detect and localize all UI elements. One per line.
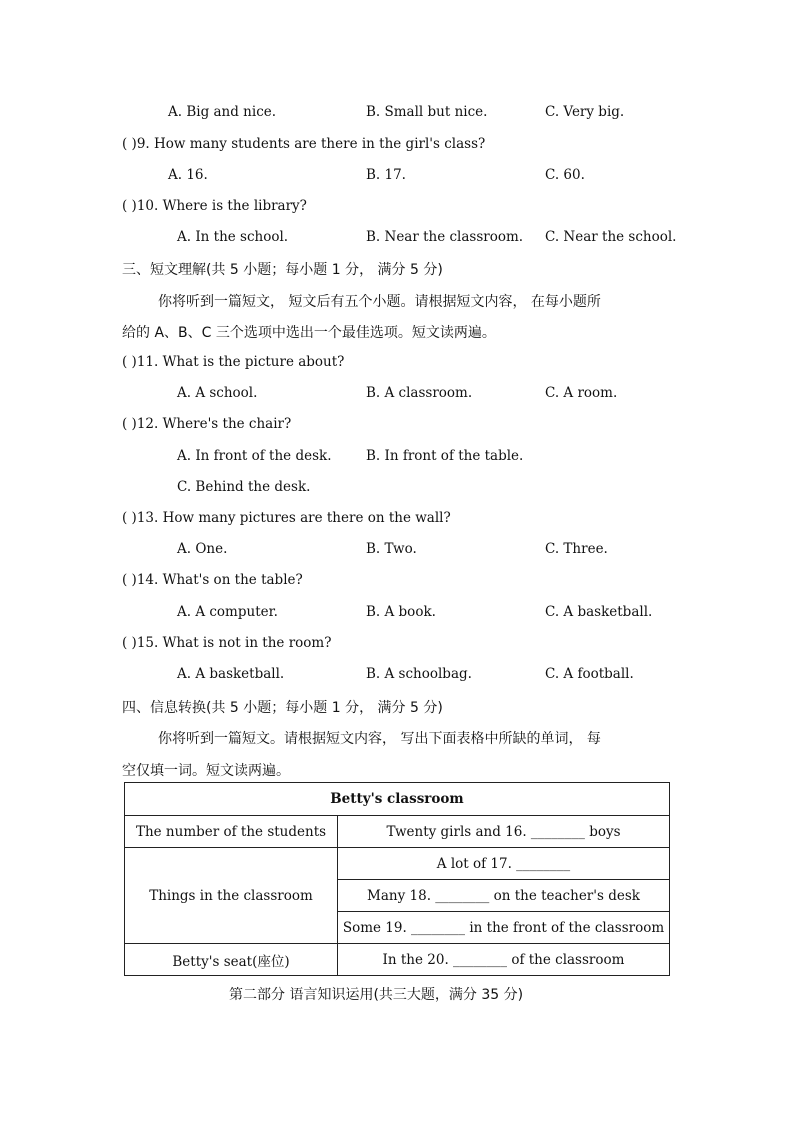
- section3-instruction-1: 你将听到一篇短文， 短文后有五个小题。请根据短文内容， 在每小题所: [158, 294, 601, 310]
- q11-option-b: B. A classroom.: [366, 385, 473, 401]
- table-cell-20: In the 20. ________ of the classroom: [338, 944, 670, 976]
- section4-title: 四、信息转换(共 5 小题；每小题 1 分， 满分 5 分): [122, 700, 443, 716]
- q9-option-b: B. 17.: [366, 167, 406, 183]
- q12-option-b: B. In front of the table.: [366, 448, 524, 464]
- q8-option-a: A. Big and nice.: [168, 104, 277, 120]
- q9-option-c: C. 60.: [545, 167, 585, 183]
- table-title: Betty's classroom: [125, 783, 670, 816]
- q13-option-b: B. Two.: [366, 541, 417, 557]
- section3-instruction-2: 给的 A、B、C 三个选项中选出一个最佳选项。短文读两遍。: [122, 325, 496, 341]
- table-cell-18: Many 18. ________ on the teacher's desk: [338, 880, 670, 912]
- q14-stem: ( )14. What's on the table?: [122, 572, 303, 588]
- q15-option-c: C. A football.: [545, 666, 634, 682]
- q8-option-c: C. Very big.: [545, 104, 625, 120]
- section3-title: 三、短文理解(共 5 小题；每小题 1 分， 满分 5 分): [122, 262, 443, 278]
- table-cell-17: A lot of 17. ________: [338, 848, 670, 880]
- q15-option-a: A. A basketball.: [177, 666, 285, 682]
- table-cell-16: Twenty girls and 16. ________ boys: [338, 816, 670, 848]
- q10-option-c: C. Near the school.: [545, 229, 677, 245]
- info-table: [124, 782, 670, 976]
- q9-option-a: A. 16.: [168, 167, 208, 183]
- q11-option-a: A. A school.: [177, 385, 258, 401]
- q12-stem: ( )12. Where's the chair?: [122, 416, 292, 432]
- table-row-label-seat: Betty's seat(座位): [125, 944, 338, 976]
- q13-stem: ( )13. How many pictures are there on the wall?: [122, 510, 451, 526]
- q9-stem: ( )9. How many students are there in the girl's class?: [122, 136, 486, 152]
- table-row-label-students: The number of the students: [125, 816, 338, 848]
- q11-option-c: C. A room.: [545, 385, 618, 401]
- table-row-label-things: Things in the classroom: [125, 848, 338, 944]
- q15-stem: ( )15. What is not in the room?: [122, 635, 332, 651]
- section4-instruction-1: 你将听到一篇短文。请根据短文内容， 写出下面表格中所缺的单词， 每: [158, 731, 601, 747]
- section4-instruction-2: 空仅填一词。短文读两遍。: [122, 763, 290, 779]
- q11-stem: ( )11. What is the picture about?: [122, 354, 345, 370]
- q14-option-b: B. A book.: [366, 604, 436, 620]
- q12-option-c: C. Behind the desk.: [177, 479, 311, 495]
- q10-stem: ( )10. Where is the library?: [122, 198, 307, 214]
- q14-option-c: C. A basketball.: [545, 604, 653, 620]
- q13-option-c: C. Three.: [545, 541, 608, 557]
- table-cell-19: Some 19. ________ in the front of the classroom: [338, 912, 670, 944]
- q10-option-a: A. In the school.: [177, 229, 289, 245]
- q10-option-b: B. Near the classroom.: [366, 229, 524, 245]
- part2-title: 第二部分 语言知识运用(共三大题，满分 35 分): [229, 987, 524, 1003]
- q13-option-a: A. One.: [177, 541, 228, 557]
- q15-option-b: B. A schoolbag.: [366, 666, 472, 682]
- q14-option-a: A. A computer.: [177, 604, 278, 620]
- q8-option-b: B. Small but nice.: [366, 104, 488, 120]
- q12-option-a: A. In front of the desk.: [177, 448, 332, 464]
